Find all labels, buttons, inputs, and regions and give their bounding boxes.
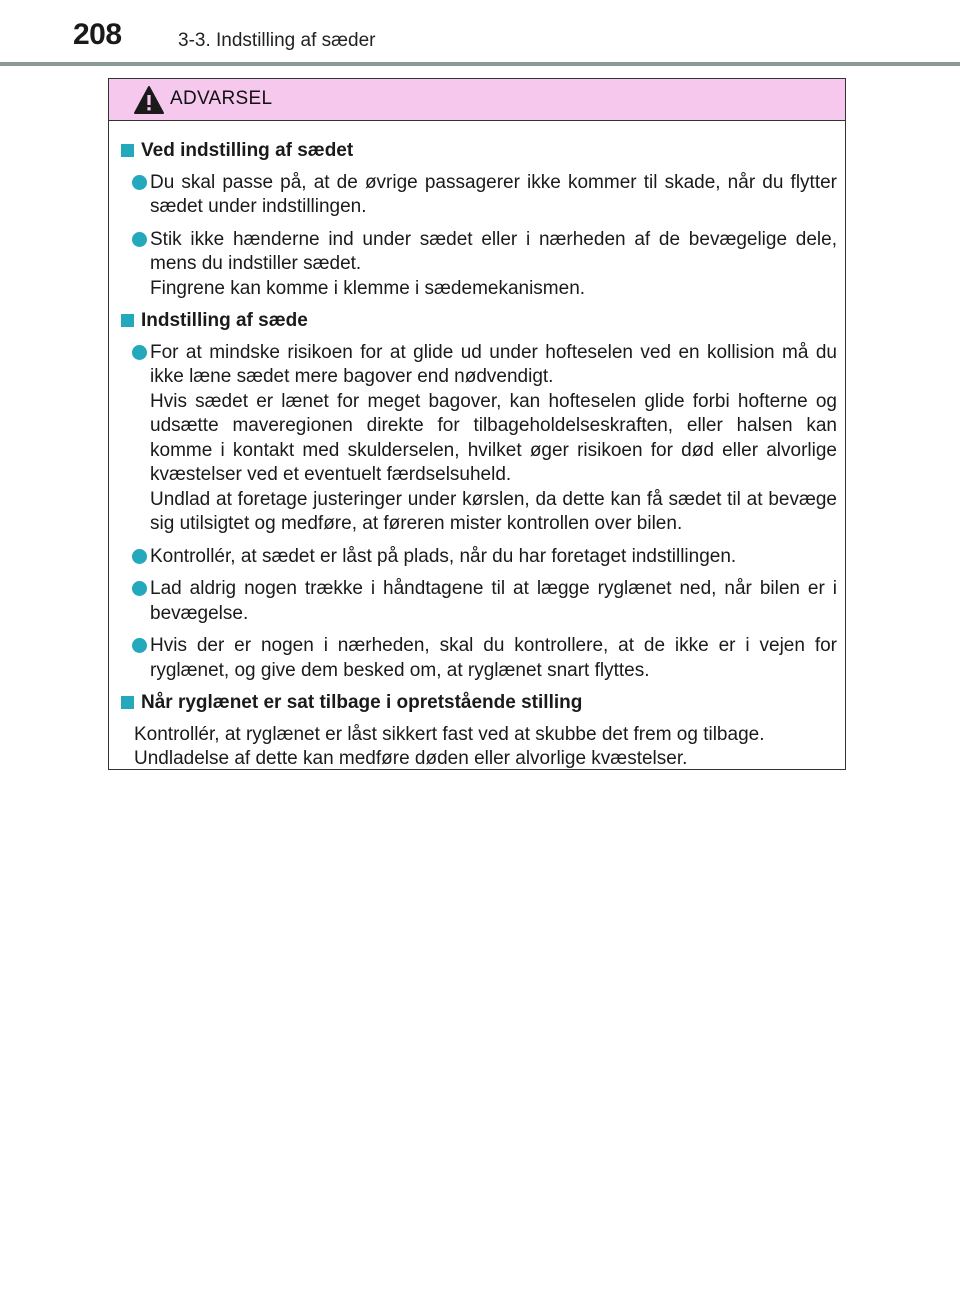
bullet-text: Du skal passe på, at de øvrige passagerer ikke kommer til skade, når du flytter sædet under indstillingen. bbox=[150, 171, 837, 217]
bullet-text: Hvis der er nogen i nærheden, skal du kontrollere, at de ikke er i vejen for ryglænet, og give dem besked om, at ryglænet snart flyttes. bbox=[150, 635, 837, 681]
warning-body bbox=[109, 121, 845, 772]
warning-title: ADVARSEL bbox=[170, 88, 273, 109]
bullet-item bbox=[119, 228, 837, 302]
section-heading: Når ryglænet er sat tilbage i opretstående stilling bbox=[119, 691, 837, 716]
bullet-item bbox=[119, 171, 837, 220]
section-heading: Indstilling af sæde bbox=[119, 309, 837, 334]
page-number: 208 bbox=[73, 18, 122, 51]
bullet-text: Fingrene kan komme i klemme i sædemekanismen. bbox=[150, 277, 586, 299]
paragraph-text: Undladelse af dette kan medføre døden eller alvorlige kvæstelser. bbox=[134, 748, 688, 769]
bullet-item bbox=[119, 577, 837, 626]
section-title: 3-3. Indstilling af sæder bbox=[178, 30, 376, 51]
bullet-text: Stik ikke hænderne ind under sædet eller i nærheden af de bevægelige dele, mens du indstiller sædet. bbox=[150, 228, 837, 274]
bullet-item bbox=[119, 341, 837, 537]
section-heading: Ved indstilling af sædet bbox=[119, 139, 837, 164]
bullet-text: Undlad at foretage justeringer under kørslen, da dette kan få sædet til at bevæge sig utilsigtet og medføre, at føreren mister kontrollen over bilen. bbox=[150, 488, 837, 534]
bullet-text: Hvis sædet er lænet for meget bagover, kan hofteselen glide forbi hofterne og udsætte maveregionen direkte for tilbageholdelseskraften, eller halsen kan komme i kontakt med skulderselen, hvilket øger risikoen for død eller alvorlige kvæstelser ved et eventuelt færdselsuheld. bbox=[150, 390, 837, 485]
paragraph-block bbox=[119, 723, 837, 772]
bullet-text: Lad aldrig nogen trække i håndtagene til at lægge ryglænet ned, når bilen er i bevægelse. bbox=[150, 578, 837, 624]
warning-header bbox=[109, 79, 845, 121]
bullet-text: For at mindske risikoen for at glide ud under hofteselen ved en kollision må du ikke læne sædet mere bagover end nødvendigt. bbox=[150, 341, 837, 387]
bullet-item bbox=[119, 545, 837, 570]
bullet-text: Kontrollér, at sædet er låst på plads, når du har foretaget indstillingen. bbox=[150, 545, 737, 567]
warning-triangle-icon bbox=[133, 85, 165, 115]
paragraph-text: Kontrollér, at ryglænet er låst sikkert fast ved at skubbe det frem og tilbage. bbox=[134, 723, 765, 745]
header-rule bbox=[0, 62, 960, 66]
warning-box bbox=[108, 78, 846, 770]
bullet-item bbox=[119, 634, 837, 683]
